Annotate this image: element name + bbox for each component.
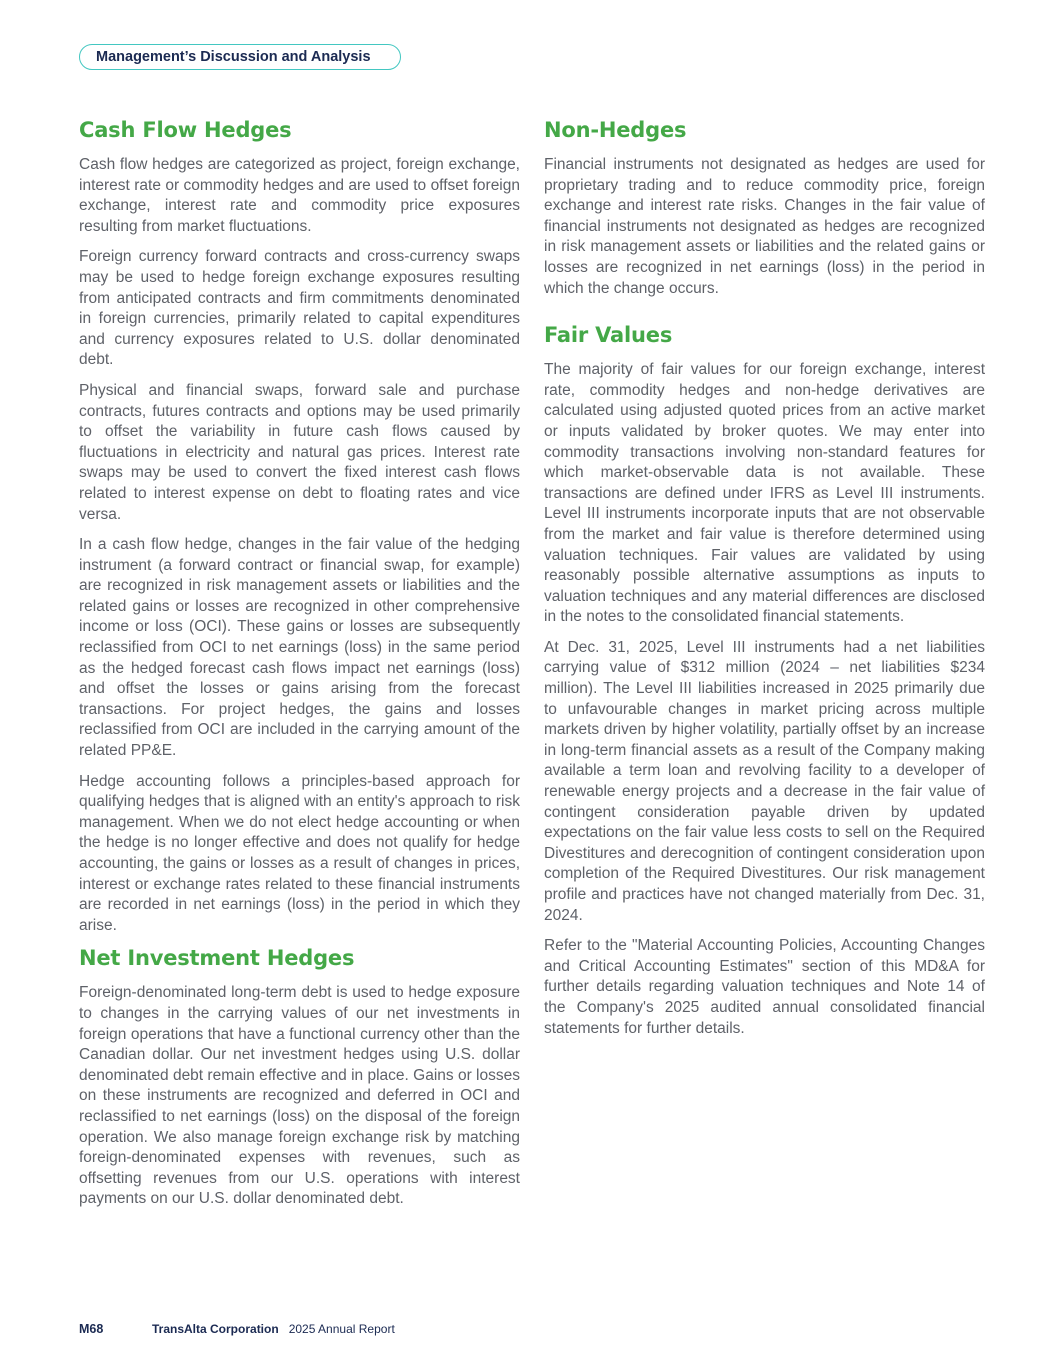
- paragraph: Hedge accounting follows a principles-based approach for qualifying hedges that is aligned with an entity's approach to risk management. When we do not elect hedge accounting or when the hedge is no longer effective and does not qualify for hedge accounting, the gains or losses as a result of changes in prices, interest or exchange rates related to these financial instruments are recorded in net earnings (loss) in the period in which they arise.: [79, 772, 520, 934]
- right-column: [544, 114, 985, 1049]
- paragraph: The majority of fair values for our foreign exchange, interest rate, commodity hedges and non-hedge derivatives are calculated using adjusted quoted prices from an active market or inputs validated by broker quotes. We may enter into commodity transactions involving non-standard features for which market-observable data is not available. These transactions are defined under IFRS as Level III instruments. Level III instruments incorporate inputs that are not observable from the market and fair value is therefore determined using valuation techniques. Fair values are validated by using reasonably possible alternative assumptions as inputs to valuation techniques and any material differences are disclosed in the notes to the consolidated financial statements.: [544, 361, 985, 626]
- section-label-text: Management’s Discussion and Analysis: [96, 49, 371, 65]
- company-name: TransAlta Corporation: [152, 1322, 279, 1336]
- paragraph: Financial instruments not designated as hedges are used for proprietary trading and to reduce commodity price, foreign exchange and interest rate risks. Changes in the fair value of financial instruments not designated as hedges are recognized in risk management assets or liabilities and the related gains or losses are recognized in net earnings (loss) in the period in which the change occurs.: [544, 156, 985, 297]
- paragraph: At Dec. 31, 2025, Level III instruments had a net liabilities carrying value of $312 million (2024 – net liabilities $234 million). The Level III liabilities increased in 2025 primarily due to unfavourable changes in market pricing across multiple markets driven by higher volatility, partially offset by an increase in long-term financial assets as a result of the Company making available a term loan and revolving facility to a developer of renewable energy projects and a decrease in the fair value of contingent consideration payable driven by updated expectations on the fair value less costs to sell on the Required Divestitures and derecognition of contingent consideration upon completion of the Required Divestitures. Our risk management profile and practices have not changed materially from Dec. 31, 2024.: [544, 638, 985, 924]
- heading-net-investment-hedges: Net Investment Hedges: [79, 946, 355, 971]
- paragraph: Refer to the "Material Accounting Policies, Accounting Changes and Critical Accounting Estimates" section of this MD&A for further details regarding valuation techniques and Note 14 of the Company's 2025 audited annual consolidated financial statements for further details.: [544, 937, 985, 1037]
- heading-non-hedges: Non-Hedges: [544, 118, 687, 142]
- left-column: [79, 114, 520, 1220]
- heading-cash-flow-hedges: Cash Flow Hedges: [79, 118, 292, 142]
- paragraph: Cash flow hedges are categorized as project, foreign exchange, interest rate or commodity hedges and are used to offset foreign exchange, interest rate and commodity price exposures resulting from market fluctuations.: [79, 156, 520, 235]
- paragraph: Physical and financial swaps, forward sale and purchase contracts, futures contracts and options may be used primarily to offset the variability in future cash flows caused by fluctuations in electricity and natural gas prices. Interest rate swaps may be used to convert the fixed interest cash flows related to interest expense on debt to floating rates and vice versa.: [79, 381, 520, 523]
- paragraph: Foreign currency forward contracts and cross-currency swaps may be used to hedge foreign exchange exposures resulting from anticipated contracts and firm commitments denominated in foreign currencies, primarily related to capital expenditures and currency exposures related to U.S. dollar denominated debt.: [79, 248, 520, 369]
- heading-fair-values: Fair Values: [544, 323, 673, 348]
- paragraph: Foreign-denominated long-term debt is used to hedge exposure to changes in the carrying values of our net investments in foreign operations that have a functional currency other than the Canadian dollar. Our net investment hedges using U.S. dollar denominated debt remain effective and in place. Gains or losses on these instruments are recognized and deferred in OCI and reclassified to net earnings (loss) on the disposal of the foreign operation. We also manage foreign exchange risk by matching foreign-denominated expenses with revenues, such as offsetting revenues from our U.S. operations with interest payments on our U.S. dollar denominated debt.: [79, 984, 520, 1208]
- section-label: [79, 44, 401, 70]
- page-number: M68: [79, 1322, 104, 1336]
- page-footer: [79, 1322, 395, 1336]
- report-title: 2025 Annual Report: [288, 1322, 395, 1336]
- paragraph: In a cash flow hedge, changes in the fair value of the hedging instrument (a forward contract or financial swap, for example) are recognized in risk management assets or liabilities and the related gains or losses are recognized in other comprehensive income or loss (OCI). These gains or losses are subsequently reclassified from OCI to net earnings (loss) in the same period as the hedged forecast cash flows impact net earnings (loss) and offset the losses or gains arising from the forecast transactions. For project hedges, the gains and losses reclassified from OCI are included in the carrying amount of the related PP&E.: [79, 536, 520, 760]
